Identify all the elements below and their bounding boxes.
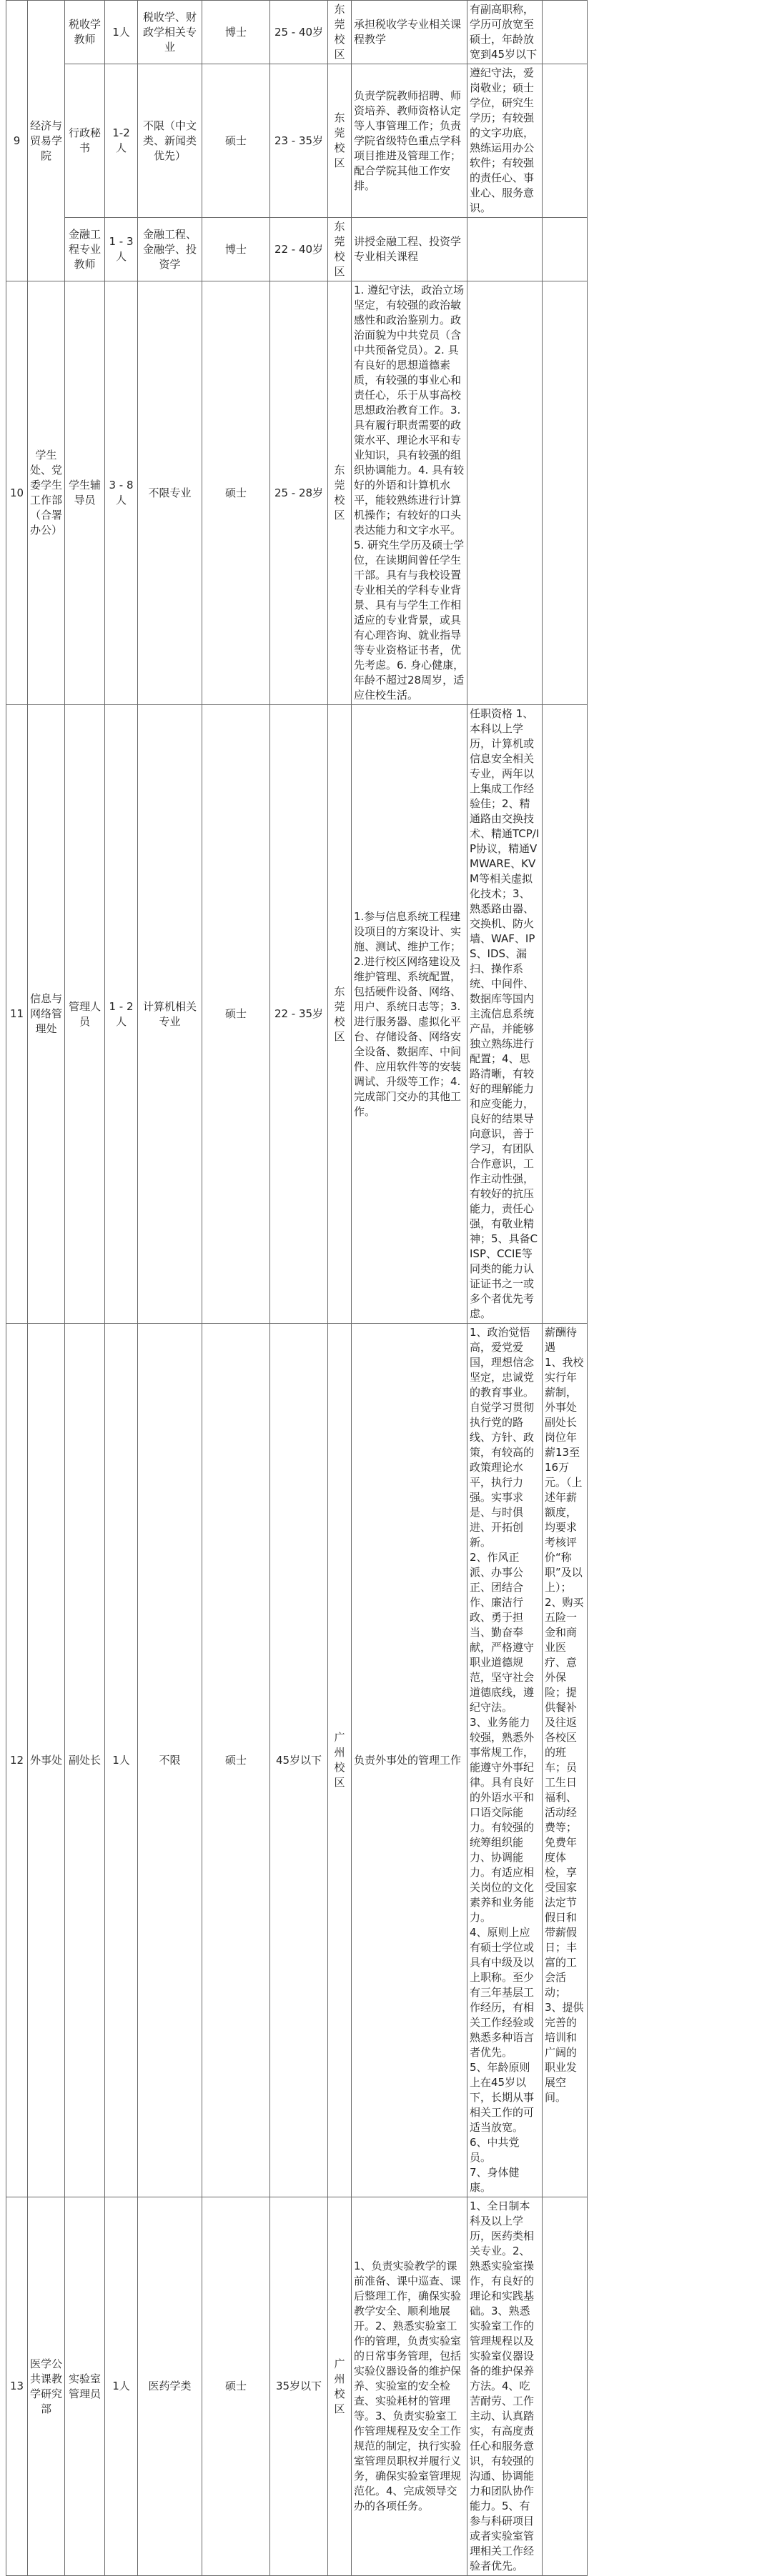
headcount: 3 - 8人 <box>105 281 138 705</box>
compensation: 薪酬待遇 1、我校实行年薪制，外事处副处长岗位年薪13至16万元。（上述年薪额度，均要求考核评价“称职”及以上）； 2、购买五险一金和商业医疗、意外保险；提供餐补及往返各校区的班车；员工生日福利、活动经费等；免费年度体检，享受国家法定节假日和带薪假日；丰富的工会活动； 3、提供完善的培训和广阔的职业发展空间。 <box>543 1324 588 2197</box>
compensation <box>543 1 588 64</box>
job-duties: 讲授金融工程、投资学专业相关课程 <box>352 218 467 281</box>
job-duties: 负责学院教师招聘、师资培养、教师资格认定等人事管理工作；负责学院省级特色重点学科项目推进及管理工作；配合学院其他工作安排。 <box>352 64 467 218</box>
degree: 博士 <box>202 1 270 64</box>
department-name: 学生处、党委学生工作部（合署办公） <box>28 281 65 705</box>
job-duties: 1. 遵纪守法，政治立场坚定，有较强的政治敏感性和政治鉴别力。政治面貌为中共党员（含中共预备党员）。2. 具有良好的思想道德素质，有较强的事业心和责任心，乐于从事高校思想政治教育工作。3. 具有履行职责需要的政策水平、理论水平和专业知识，具有较强的组织协调能力。4. 具有较好的外语和计算机水平，能较熟练进行计算机操作；有较好的口头表达能力和文字水平。5. 研究生学历及硕士学位，在读期间曾任学生干部。具有与我校设置专业相关的学科专业背景、具有与学生工作相适应的专业背景，或具有心理咨询、就业指导等专业资格证书者，优先考虑。6. 身心健康，年龄不超过28周岁，适应住校生活。 <box>352 281 467 705</box>
row-number: 9 <box>6 1 28 281</box>
headcount: 1 - 2人 <box>105 705 138 1324</box>
table-row <box>6 281 588 705</box>
position-name: 税收学教师 <box>65 1 105 64</box>
headcount: 1人 <box>105 2197 138 2576</box>
compensation <box>543 2197 588 2576</box>
job-requirements: 任职资格 1、本科以上学历，计算机或信息安全相关专业，两年以上集成工作经验佳；2、精通路由交换技术、精通TCP/IP协议，精通VMWARE、KVM等相关虚拟化技术；3、熟悉路由器、交换机、防火墙、WAF、IPS、IDS、漏扫、操作系统、中间件、数据库等国内主流信息系统产品，并能够独立熟练进行配置；4、思路清晰，有较好的理解能力和应变能力，良好的结果导向意识，善于学习，有团队合作意识，工作主动性强，有较好的抗压能力，责任心强，有敬业精神；5、具备CISP、CCIE等同类的能力认证证书之一或多个者优先考虑。 <box>467 705 543 1324</box>
degree: 硕士 <box>202 1324 270 2197</box>
row-number: 13 <box>6 2197 28 2576</box>
campus: 东莞校区 <box>328 218 352 281</box>
job-duties: 1、负责实验教学的课前准备、课中巡查、课后整理工作，确保实验教学安全、顺利地展开。2、熟悉实验室工作的管理，负责实验室的日常事务管理，包括实验仪器设备的维护保养、实验室的安全检查、实验耗材的管理等。3、负责实验室工作管理规程及安全工作规范的制定，执行实验室管理员职权并履行义务，确保实验室管理规范化。4、完成领导交办的各项任务。 <box>352 2197 467 2576</box>
department-name: 信息与网络管理处 <box>28 705 65 1324</box>
major-requirement: 税收学、财政学相关专业 <box>138 1 202 64</box>
major-requirement: 计算机相关专业 <box>138 705 202 1324</box>
major-requirement: 医药学类 <box>138 2197 202 2576</box>
table-row <box>6 1 588 64</box>
age-range: 22 - 35岁 <box>270 705 328 1324</box>
age-range: 25 - 40岁 <box>270 1 328 64</box>
row-number: 11 <box>6 705 28 1324</box>
degree: 硕士 <box>202 2197 270 2576</box>
age-range: 22 - 40岁 <box>270 218 328 281</box>
age-range: 23 - 35岁 <box>270 64 328 218</box>
department-name: 外事处 <box>28 1324 65 2197</box>
degree: 硕士 <box>202 281 270 705</box>
headcount: 1-2人 <box>105 64 138 218</box>
position-name: 行政秘书 <box>65 64 105 218</box>
age-range: 35岁以下 <box>270 2197 328 2576</box>
campus: 东莞校区 <box>328 705 352 1324</box>
compensation <box>543 281 588 705</box>
campus: 东莞校区 <box>328 281 352 705</box>
headcount: 1人 <box>105 1324 138 2197</box>
major-requirement: 不限（中文类、新闻类优先） <box>138 64 202 218</box>
position-name: 实验室管理员 <box>65 2197 105 2576</box>
major-requirement: 不限 <box>138 1324 202 2197</box>
degree: 硕士 <box>202 705 270 1324</box>
position-name: 金融工程专业教师 <box>65 218 105 281</box>
compensation <box>543 705 588 1324</box>
table-row <box>6 705 588 1324</box>
job-requirements <box>467 281 543 705</box>
major-requirement: 不限专业 <box>138 281 202 705</box>
job-requirements: 遵纪守法，爱岗敬业；硕士学位，研究生学历；有较强的文字功底，熟练运用办公软件；有较强的责任心、事业心、服务意识。 <box>467 64 543 218</box>
major-requirement: 金融工程、金融学、投资学 <box>138 218 202 281</box>
department-name: 经济与贸易学院 <box>28 1 65 281</box>
table-row <box>6 2197 588 2576</box>
compensation <box>543 64 588 218</box>
job-requirements: 有副高职称，学历可放宽至硕士，年龄放宽到45岁以下 <box>467 1 543 64</box>
table-row <box>6 1324 588 2197</box>
campus: 广州校区 <box>328 2197 352 2576</box>
headcount: 1人 <box>105 1 138 64</box>
job-duties: 承担税收学专业相关课程教学 <box>352 1 467 64</box>
job-duties: 负责外事处的管理工作 <box>352 1324 467 2197</box>
job-requirements: 1、政治觉悟高，爱党爱国，理想信念坚定，忠诚党的教育事业。自觉学习贯彻执行党的路线、方针、政策，有较高的政策理论水平，执行力强。实事求是、与时俱进、开拓创新。 2、作风正派、办事公正、团结合作、廉洁行政、勇于担当、勤奋奉献，严格遵守职业道德规范，坚守社会道德底线，遵纪守法。 3、业务能力较强，熟悉外事常规工作，能遵守外事纪律。具有良好的外语水平和口语交际能力。有较强的统筹组织能力、协调能力。有适应相关岗位的文化素养和业务能力。 4、原则上应有硕士学位或具有中级及以上职称。至少有三年基层工作经历，有相关工作经验或熟悉多种语言者优先。 5、年龄原则上在45岁以下，长期从事相关工作的可适当放宽。 6、中共党员。 7、身体健康。 <box>467 1324 543 2197</box>
department-name: 医学公共课教学研究部 <box>28 2197 65 2576</box>
job-requirements <box>467 218 543 281</box>
job-requirements: 1、全日制本科及以上学历，医药类相关专业。2、熟悉实验室操作，有良好的理论和实践基础。3、熟悉实验室工作的管理规程以及实验室仪器设备的维护保养方法。4、吃苦耐劳、工作主动、认真踏实，有高度责任心和服务意识，有较强的沟通、协调能力和团队协作能力。5、有参与科研项目或者实验室管理相关工作经验者优先。 <box>467 2197 543 2576</box>
position-name: 管理人员 <box>65 705 105 1324</box>
headcount: 1 - 3人 <box>105 218 138 281</box>
age-range: 45岁以下 <box>270 1324 328 2197</box>
campus: 东莞校区 <box>328 1 352 64</box>
row-number: 12 <box>6 1324 28 2197</box>
campus: 东莞校区 <box>328 64 352 218</box>
recruitment-table <box>6 0 588 2576</box>
degree: 硕士 <box>202 64 270 218</box>
position-name: 副处长 <box>65 1324 105 2197</box>
compensation <box>543 218 588 281</box>
job-duties: 1.参与信息系统工程建设项目的方案设计、实施、测试、维护工作；2.进行校区网络建设及维护管理、系统配置，包括硬件设备、网络、用户、系统日志等；3.进行服务器、虚拟化平台、存储设备、网络安全设备、数据库、中间件、应用软件等的安装调试、升级等工作；4.完成部门交办的其他工作。 <box>352 705 467 1324</box>
table-row <box>6 64 588 218</box>
table-row <box>6 218 588 281</box>
age-range: 25 - 28岁 <box>270 281 328 705</box>
campus: 广州校区 <box>328 1324 352 2197</box>
position-name: 学生辅导员 <box>65 281 105 705</box>
degree: 博士 <box>202 218 270 281</box>
row-number: 10 <box>6 281 28 705</box>
